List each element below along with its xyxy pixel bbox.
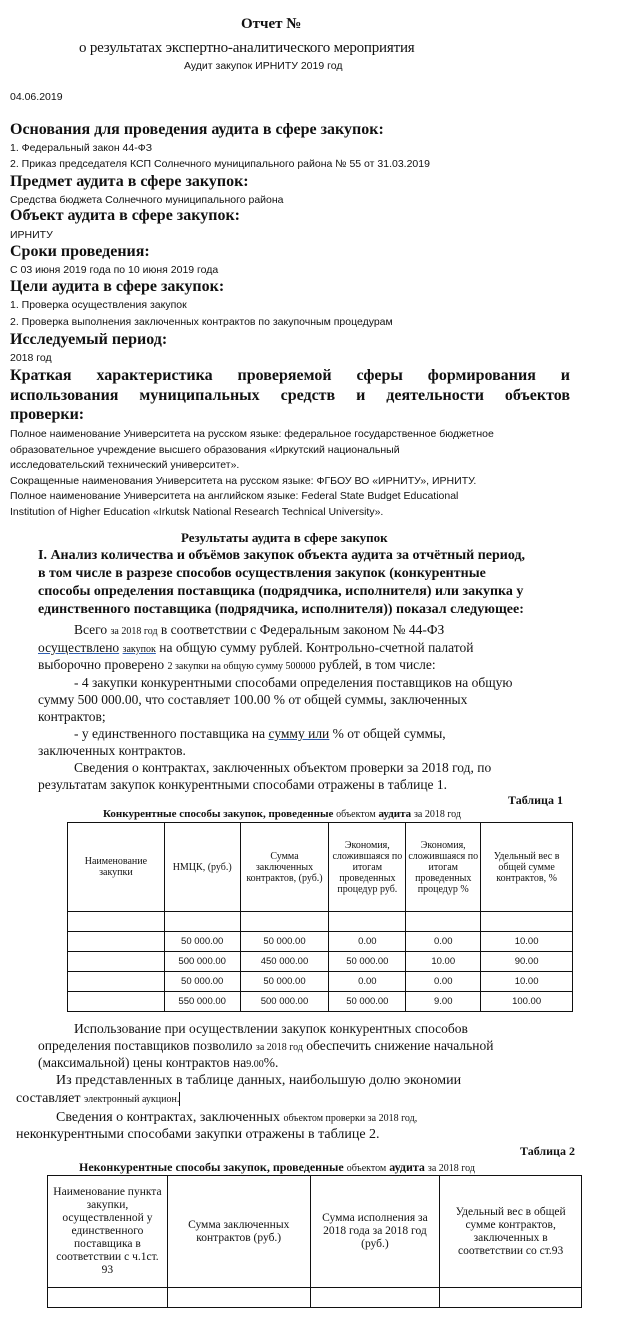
table1-header-row [68,823,573,912]
table-cell: 10.00 [481,932,573,952]
table-cell: 10.00 [481,972,573,992]
table-cell: 50 000.00 [329,992,406,1012]
year-inline: за 2018 год [255,1042,303,1053]
table2-caption [79,1160,475,1175]
table-cell: 0.00 [406,972,481,992]
table-cell: 50 000.00 [240,972,329,992]
table-cell: 550 000.00 [164,992,240,1012]
subject-text: Средства бюджета Солнечного муниципального района [10,194,284,206]
paragraph-text: на общую сумму рублей. Контрольно-счетной палатой [159,640,474,655]
table2 [47,1175,582,1308]
paragraph-economy-line3 [38,1055,278,1071]
paragraph-total-line3 [38,657,436,673]
goals-item: 2. Проверка выполнения заключенных контрактов по закупочным процедурам [10,316,393,328]
caption-text: Неконкурентные способы закупок, проведенные [79,1160,344,1174]
caption-text: за 2018 год [427,1163,475,1174]
table-cell [240,912,329,932]
paragraph-text: в соответствии с Федеральным законом № 44-ФЗ [160,622,445,637]
basis-item: 1. Федеральный закон 44-ФЗ [10,142,153,154]
caption-text: объектом [336,809,376,820]
results-part1-line: единственного поставщика (подрядчика, исполнителя)) показал следующее: [38,602,524,617]
table-cell [68,972,165,992]
table1-header-cell: Наименование закупки [68,823,165,912]
table2-header-cell: Удельный вес в общей сумме контрактов, заключенных в соответствии со ст.93 [440,1176,582,1288]
characteristic-line: исследовательский технический университет». [10,459,240,471]
bullet-single-supplier: заключенных контрактов. [38,743,186,758]
table2-label: Таблица 2 [520,1144,575,1158]
paragraph-largest-share: Из представленных в таблице данных, наибольшую долю экономии [56,1073,462,1088]
underlined-word: сумму или [268,726,330,741]
table-cell [164,912,240,932]
table1 [67,822,573,1012]
dates-heading: Сроки проведения: [10,243,150,260]
characteristic-line: Полное наименование Университета на русском языке: федеральное государственное бюджетное [10,428,494,440]
table-cell: 500 000.00 [240,992,329,1012]
table1-header-cell: Экономия, сложившаяся по итогам проведенных процедур % [406,823,481,912]
table-cell: 90.00 [481,952,573,972]
table-cell [406,912,481,932]
table-cell: 50 000.00 [329,952,406,972]
paragraph-table-ref: Сведения о контрактах, заключенных объектом проверки за 2018 год, по [74,760,492,775]
table-cell [68,932,165,952]
report-title: Отчет № [241,16,302,32]
table-cell [68,992,165,1012]
object-text: ИРНИТУ [10,229,53,241]
table1-header-cell: НМЦК, (руб.) [164,823,240,912]
table1-header-cell: Сумма заключенных контрактов, (руб.) [240,823,329,912]
table-cell: 9.00 [406,992,481,1012]
characteristic-line: Сокращенные наименования Университета на русском языке: ФГБОУ ВО «ИРНИТУ», ИРНИТУ. [10,475,477,487]
paragraph-noncompetitive [56,1110,417,1126]
characteristic-heading-line: использования муниципальных средств и деятельности объектов [10,387,570,404]
characteristic-line: Institution of Higher Education «Irkutsk National Research Technical University». [10,506,384,518]
characteristic-heading-line: Краткая характеристика проверяемой сферы формирования и [10,367,570,384]
paragraph-text: обеспечить снижение начальной [306,1038,494,1053]
report-subtitle: о результатах экспертно-аналитического мероприятия [79,40,415,56]
caption-text: объектом [346,1163,387,1174]
dates-text: С 03 июня 2019 года по 10 июня 2019 года [10,264,219,276]
paragraph-noncompetitive-line2: неконкурентными способами закупки отражены в таблице 2. [16,1127,380,1142]
caption-text: аудита [389,1160,425,1174]
table-cell: 0.00 [329,932,406,952]
table-cell: 100.00 [481,992,573,1012]
inline-small-text: электронный аукцион. [83,1094,180,1105]
results-part1-line: в том числе в разрезе способов осуществления закупок (конкурентные [38,566,486,581]
table-row [48,1288,582,1308]
table-cell: 450 000.00 [240,952,329,972]
results-heading: Результаты аудита в сфере закупок [181,530,388,545]
paragraph-table-ref: результатам закупок конкурентными способами отражены в таблице 1. [38,777,448,792]
table1-caption [103,808,461,820]
paragraph-text: % от общей суммы, [332,726,446,741]
period-text: 2018 год [10,352,52,364]
year-inline: за 2018 год [110,626,158,637]
caption-text: Конкурентные способы закупок, проведенные [103,808,334,820]
basis-heading: Основания для проведения аудита в сфере закупок: [10,121,384,138]
underlined-word: закупок [122,644,156,655]
paragraph-text: составляет [16,1091,81,1106]
underlined-word: осуществлено [38,640,120,655]
table1-header-cell: Экономия, сложившаяся по итогам проведенных процедур руб. [329,823,406,912]
table-cell [167,1288,310,1308]
table-row [68,952,573,972]
paragraph-text: определения поставщиков позволило [38,1038,253,1053]
table-cell [440,1288,582,1308]
table2-header-row [48,1176,582,1288]
table-cell: 10.00 [406,952,481,972]
paragraph-text: %. [263,1055,279,1070]
paragraph-total-line2 [38,640,474,656]
table2-header-cell: Наименование пункта закупки, осуществленной у единственного поставщика в соответствии с ч.1ст. 93 [48,1176,168,1288]
paragraph-text: Всего [74,622,108,637]
table-cell: 500 000.00 [164,952,240,972]
paragraph-largest-share-line2 [16,1091,180,1107]
text-cursor [179,1092,180,1106]
inline-small-text: 9.00 [246,1059,264,1070]
subject-heading: Предмет аудита в сфере закупок: [10,173,249,190]
table-cell: 0.00 [406,932,481,952]
paragraph-text: выборочно проверено [38,657,165,672]
table-row [68,932,573,952]
characteristic-line: Полное наименование Университета на английском языке: Federal State Budget Educational [10,490,459,502]
table-cell: 0.00 [329,972,406,992]
table-row [68,972,573,992]
paragraph-text: (максимальной) цены контрактов на [38,1055,247,1070]
table-cell [48,1288,168,1308]
table-cell [481,912,573,932]
caption-text: за 2018 год [413,809,461,820]
results-part1-line: I. Анализ количества и объёмов закупок объекта аудита за отчётный период, [38,548,526,563]
table2-header-cell: Сумма заключенных контрактов (руб.) [167,1176,310,1288]
table-cell: 50 000.00 [164,972,240,992]
table1-label: Таблица 1 [508,793,563,807]
bullet-competitive: сумму 500 000.00, что составляет 100.00 % от общей суммы, заключенных [38,692,468,707]
inline-small-text: 2 закупки на общую сумму 500000 [167,661,316,672]
characteristic-heading-line: проверки: [10,406,85,423]
paragraph-text: - у единственного поставщика на [74,726,266,741]
table2-header-cell: Сумма исполнения за 2018 года за 2018 год (руб.) [310,1176,440,1288]
bullet-competitive: контрактов; [38,709,106,724]
bullet-single-supplier [74,726,446,742]
period-heading: Исследуемый период: [10,331,168,348]
table-cell: 50 000.00 [164,932,240,952]
table-row [68,992,573,1012]
table-cell: 50 000.00 [240,932,329,952]
report-date: 04.06.2019 [10,91,63,103]
characteristic-line: образовательное учреждение высшего образования «Иркутский национальный [10,444,400,456]
paragraph-text: рублей, в том числе: [318,657,436,672]
table-cell [310,1288,440,1308]
bullet-competitive: - 4 закупки конкурентными способами определения поставщиков на общую [74,675,513,690]
caption-text: аудита [378,808,412,820]
table-cell [68,912,165,932]
paragraph-economy: Использование при осуществлении закупок конкурентных способов [74,1021,468,1036]
table-row [68,912,573,932]
paragraph-total [74,622,444,638]
results-part1-line: способы определения поставщика (подрядчика, исполнителя) или закупка у [38,584,524,599]
basis-item: 2. Приказ председателя КСП Солнечного муниципального района № 55 от 31.03.2019 [10,158,430,170]
goals-item: 1. Проверка осуществления закупок [10,299,187,311]
audit-event-name: Аудит закупок ИРНИТУ 2019 год [184,60,343,72]
table-cell [68,952,165,972]
paragraph-text: Сведения о контрактах, заключенных [56,1110,280,1125]
table-cell [329,912,406,932]
inline-small-text: объектом проверки за 2018 год, [283,1113,418,1124]
paragraph-economy-line2 [38,1038,493,1054]
goals-heading: Цели аудита в сфере закупок: [10,278,225,295]
object-heading: Объект аудита в сфере закупок: [10,207,240,224]
table1-header-cell: Удельный вес в общей сумме контрактов, % [481,823,573,912]
